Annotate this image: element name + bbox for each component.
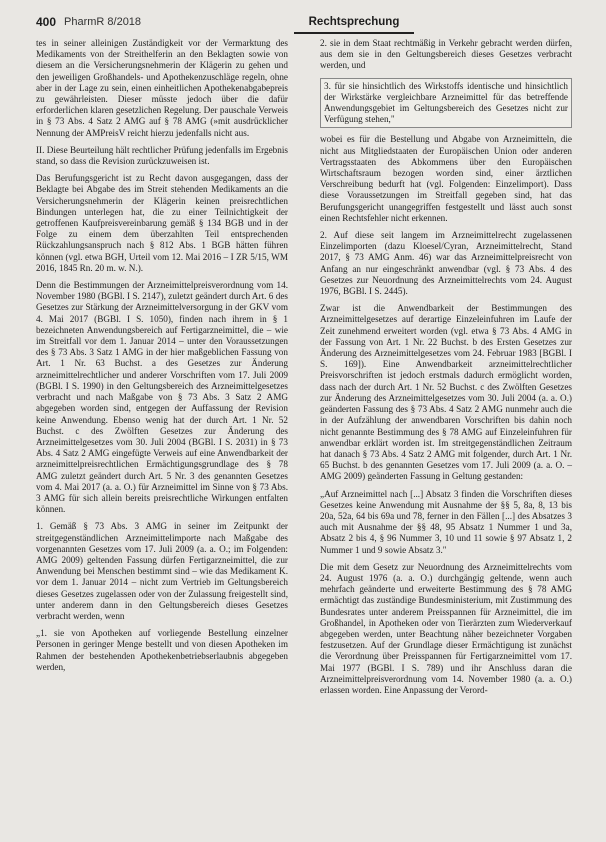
left-column	[36, 38, 288, 679]
paragraph: Das Berufungsgericht ist zu Recht davon ausgegangen, dass der Beklagte bei Abgabe des im Streit stehenden Medikaments an die Versicherungsnehmerin der Klägerin keinen preisrechtlichen Bindungen unterlegen hat, die zu einer Teilnichtigkeit der getroffenen Kaufpreisvereinbarung gemäß § 134 BGB und in der Folge zu einem dem überzahlten Teil entsprechenden Rückzahlungsanspruch nach § 812 Abs. 1 BGB hätten führen können (vgl. etwa BGH, Urteil vom 12. Mai 2016 – I ZR 5/15, WM 2016, 1845 Rn. 20 m. w. N.).	[36, 173, 288, 273]
page-number: 400	[36, 15, 57, 29]
right-column	[320, 38, 572, 702]
paragraph: wobei es für die Bestellung und Abgabe von Arzneimitteln, die nicht aus Mitgliedstaaten der Europäischen Union oder anderen Vertragsstaaten des Abkommens über den Europäischen Wirtschaftsraum bezogen worden sind, einer ärztlichen Verschreibung bedurft hat (vgl. Folgenden: Einzelimport). Dass diese Voraussetzungen im Streitfall gegeben sind, hat das Berufungsgericht unangegriffen festgestellt und lässt auch sonst einen Rechtsfehler nicht erkennen.	[320, 134, 572, 223]
section-title: Rechtsprechung	[308, 16, 400, 28]
journal-reference: PharmR 8/2018	[64, 16, 142, 28]
page-header	[36, 14, 572, 34]
section-underline	[294, 32, 414, 34]
highlighted-paragraph: 3. für sie hinsichtlich des Wirkstoffs identische und hinsichtlich der Wirkstärke vergleichbare Arzneimittel für das betreffende Anwendungsgebiet im Geltungsbereich des Gesetzes nicht zur Verfügung stehen,"	[320, 78, 572, 129]
paragraph: „1. sie von Apotheken auf vorliegende Bestellung einzelner Personen in geringer Menge bestellt und von diesen Apotheken im Rahmen der bestehenden Apothekenbetriebserlaubnis abgegeben werden,	[36, 628, 288, 672]
paragraph: 2. sie in dem Staat rechtmäßig in Verkehr gebracht werden dürfen, aus dem sie in den Geltungsbereich dieses Gesetzes verbracht werden, und	[320, 38, 572, 71]
paragraph: 2. Auf diese seit langem im Arzneimittelrecht zugelassenen Einzelimporten (dazu Kloesel/Cyran, Arzneimittelrecht, Stand 2017, § 73 AMG Anm. 46) war das Arzneimittelpreisrecht von Anfang an nur eingeschränkt anwendbar (vgl. § 73 Abs. 4 des Gesetzes zur Neuordnung des Arzneimittelrechts vom 24. August 1976, BGBl. I S. 2445).	[320, 230, 572, 297]
paragraph: Denn die Bestimmungen der Arzneimittelpreisverordnung vom 14. November 1980 (BGBl. I S. 2147), zuletzt geändert durch Art. 6 des Gesetzes zur Stärkung der Arzneimittelversorgung in der GKV vom 4. Mai 2017 (BGBl. I S. 1050), finden nach ihrem in § 1 bezeichneten Anwendungsbereich auf Fertigarzneimittel, die – wie im Streitfall vor dem 1. Januar 2014 – unter den Voraussetzungen des § 73 Abs. 3 Satz 1 AMG in der hier maßgeblichen Fassung von Art. 1 Nr. 63 Buchst. a des Gesetzes zur Änderung arzneimittelrechtlicher und anderer Vorschriften vom 17. Juli 2009 (BGBl. I S. 1990) in den Geltungsbereich des Arzneimittelgesetzes verbracht und nach Maßgabe von § 73 Abs. 3 Satz 2 AMG abgegeben worden sind, entgegen der Auffassung der Revision keine Anwendung. Ebenso wenig hat der durch Art. 1 Nr. 52 Buchst. c des Zwölften Gesetzes zur Änderung des Arzneimittelgesetzes vom 30. Juli 2004 (BGBl. I S. 2031) in § 73 Abs. 4 Satz 2 AMG eingefügte Verweis auf eine Anwendbarkeit der arzneimittelpreisrechtlichen Ermächtigungsgrundlage des § 78 AMG zuletzt geändert durch Art. 5 Nr. 3 des genannten Gesetzes vom 4. Mai 2017 (a. a. O.) für Arzneimittel im Sinne von § 73 Abs. 3 AMG für sich allein bereits preisrechtliche Wirkungen entfalten können.	[36, 280, 288, 515]
paragraph: tes in seiner alleinigen Zuständigkeit vor der Vermarktung des Medikaments von der Streithelferin an den Beklagten sowie von diesem an die Versicherungsnehmerin der Klägerin zu gehen und den jeweiligen Großhandels- und Apothekenzuschläge regeln, ohne aber in der Lage zu sein, einen einheitlichen Apothekenabgabepreis zu gewährleisten. Dieser müsste jedoch über die dafür erforderlichen klaren gesetzlichen Regelung. Der pauschale Verweis in § 73 Abs. 4 Satz 2 AMG auf § 78 AMG (»mit ausdrücklicher Nennung der AMPreisV reicht hierzu jedenfalls nicht aus.	[36, 38, 288, 138]
paragraph: II. Diese Beurteilung hält rechtlicher Prüfung jedenfalls im Ergebnis stand, so dass die Revision zurückzuweisen ist.	[36, 144, 288, 167]
paragraph: Zwar ist die Anwendbarkeit der Bestimmungen des Arzneimittelgesetzes auf derartige Einzeleinfuhren im Laufe der Zeit zunehmend erweitert worden (vgl. etwa § 73 Abs. 4 AMG in der Fassung von Art. 1 Nr. 22 Buchst. b des Ersten Gesetzes zur Änderung des Arzneimittelgesetzes vom 24. Februar 1983 [BGBl. I S. 169]). Eine Anwendbarkeit arzneimittelrechtlicher Preisvorschriften ist jedoch erstmals dadurch ermöglicht worden, dass nach der durch Art. 1 Nr. 52 Buchst. c des Zwölften Gesetzes zur Änderung des Arzneimittelgesetzes vom 30. Juli 2004 (a. a. O.) geänderten Fassung des § 73 Abs. 4 Satz 2 AMG nunmehr auch die in der Aufzählung der anwendbaren Vorschriften bis dahin noch nicht genannte Bestimmung des § 78 AMG auf Einzeleinfuhren für anwendbar erklärt worden ist. Im streitgegenständlichen Zeitraum hat danach § 73 Abs. 4 Satz 2 AMG mit folgender, durch Art. 1 Nr. 65 Buchst. b des genannten Gesetzes vom 17. Juli 2009 (a. a. O. – AMG 2009) geänderten Fassung in Geltung gestanden:	[320, 303, 572, 482]
paragraph: „Auf Arzneimittel nach [...] Absatz 3 finden die Vorschriften dieses Gesetzes keine Anwendung mit Ausnahme der §§ 5, 8a, 8, 13 bis 20a, 52a, 64 bis 69a und 78, ferner in den Fällen [...] des Absatzes 3 auch mit Ausnahme der §§ 48, 95 Absatz 1 Nummer 1 und 3a, Absatz 2 bis 4, § 96 Nummer 3, 10 und 11 sowie § 97 Absatz 1, 2 Nummer 1 und 9 sowie Absatz 3."	[320, 488, 572, 555]
paragraph: Die mit dem Gesetz zur Neuordnung des Arzneimittelrechts vom 24. August 1976 (a. a. O.) durchgängig geltende, wenn auch mehrfach geänderte und erweiterte Bestimmung des § 78 AMG ermächtigt das zuständige Bundesministerium, mit Zustimmung des Bundesrates unter anderem Preisspannen für Arzneimittel, die im Großhandel, in Apotheken oder von Tierärzten zum Wiederverkauf abgegeben werden, unter Beachtung näher bezeichneter Vorgaben festzusetzen. Auf der Grundlage dieser Ermächtigung ist zunächst die Verordnung über Preisspannen für Fertigarzneimittel vom 17. Mai 1977 (BGBl. I S. 789) und ihr Anschluss daran die Arzneimittelpreisverordnung vom 14. November 1980 (a. a. O.) erlassen worden. Eine Anpassung der Verord-	[320, 561, 572, 695]
paragraph: 1. Gemäß § 73 Abs. 3 AMG in seiner im Zeitpunkt der streitgegenständlichen Arzneimittelimporte nach Maßgabe des vorgenannten Gesetzes vom 17. Juli 2009 (a. a. O.; im Folgenden: AMG 2009) geltenden Fassung dürfen Fertigarzneimittel, die zur Anwendung bei Menschen bestimmt sind – wie das Medikament K. vor dem 1. Januar 2014 – nicht zum Vertrieb im Geltungsbereich dieses Gesetzes zugelassen oder von der Zulassung freigestellt sind, unter anderem dann in den Geltungsbereich dieses Gesetzes verbracht werden, wenn	[36, 521, 288, 621]
